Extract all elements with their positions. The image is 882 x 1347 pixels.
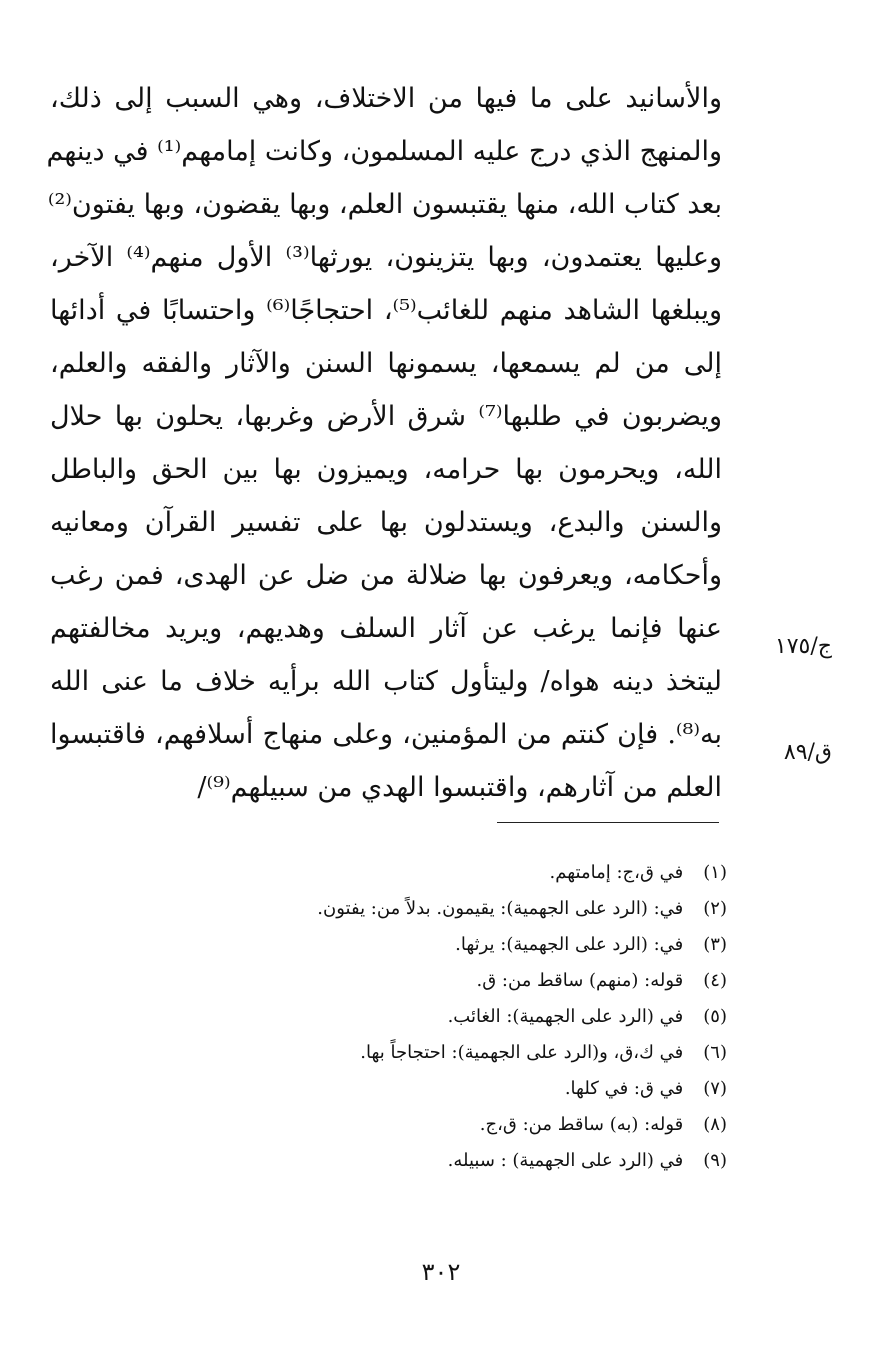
text-line: ليتخذ دينه هواه/ وليتأول كتاب الله برأيه خلاف ما عنى الله: [50, 666, 722, 697]
footnote-text: في: (الرد على الجهمية): يقيمون. بدلاً من: يفتون.: [317, 898, 684, 919]
footnotes-list: [127, 855, 727, 1179]
text-line: ويبلغها الشاهد منهم للغائب⁽⁵⁾، احتجاجًا⁽⁶⁾ واحتسابًا في أدائها: [50, 295, 723, 326]
footnote: [127, 963, 727, 999]
footnote-number: (٩): [703, 1150, 727, 1171]
margin-reference: ق/٨٩: [783, 740, 832, 765]
footnote-text: في: (الرد على الجهمية): يرثها.: [455, 934, 684, 955]
footnote-text: في ق،ج: إمامتهم.: [549, 862, 684, 883]
text-line: وعليها يعتمدون، وبها يتزينون، يورثها⁽³⁾ الأول منهم⁽⁴⁾ الآخر،: [50, 242, 723, 273]
footnote: [127, 1107, 727, 1143]
footnote-number: (٤): [703, 970, 727, 991]
footnote: [127, 927, 727, 963]
text-line: ويضربون في طلبها⁽⁷⁾ شرق الأرض وغربها، يحلون بها حلال: [50, 401, 722, 432]
footnote-number: (٣): [703, 934, 727, 955]
text-line: والمنهج الذي درج عليه المسلمون، وكانت إمامهم⁽¹⁾ في دينهم: [46, 136, 722, 167]
text-line: والسنن والبدع، ويستدلون بها على تفسير القرآن ومعانيه: [50, 507, 722, 538]
footnote-text: في (الرد على الجهمية) : سبيله.: [447, 1150, 684, 1171]
footnote-number: (١): [703, 862, 727, 883]
footnote-text: في (الرد على الجهمية): الغائب.: [447, 1006, 684, 1027]
text-line: العلم من آثارهم، واقتبسوا الهدي من سبيلهم⁽⁹⁾/: [197, 772, 722, 803]
footnote: [127, 855, 727, 891]
text-line: عنها فإنما يرغب عن آثار السلف وهديهم، ويريد مخالفتهم: [50, 613, 722, 644]
margin-reference: ج/١٧٥: [774, 634, 832, 659]
text-line: إلى من لم يسمعها، يسمونها السنن والآثار والفقه والعلم،: [50, 348, 722, 379]
footnote: [127, 891, 727, 927]
text-line: به⁽⁸⁾. فإن كنتم من المؤمنين، وعلى منهاج أسلافهم، فاقتبسوا: [50, 719, 722, 750]
footnote: [127, 1071, 727, 1107]
footnote-text: قوله: (منهم) ساقط من: ق.: [476, 970, 684, 991]
footnote-number: (٨): [703, 1114, 727, 1135]
footnote-number: (٦): [703, 1042, 727, 1063]
footnote-number: (٧): [703, 1078, 727, 1099]
text-line: والأسانيد على ما فيها من الاختلاف، وهي السبب إلى ذلك،: [50, 83, 722, 114]
footnote: [127, 1035, 727, 1071]
text-line: وأحكامه، ويعرفون بها ضلالة من ضل عن الهدى، فمن رغب: [50, 560, 722, 591]
footnote-text: قوله: (به) ساقط من: ق،ج.: [479, 1114, 684, 1135]
footnote-text: في ق: في كلها.: [564, 1078, 684, 1099]
footnote-number: (٥): [703, 1006, 727, 1027]
page-number: ٣٠٢: [421, 1258, 461, 1286]
text-line: الله، ويحرمون بها حرامه، ويميزون بها بين الحق والباطل: [50, 454, 722, 485]
footnote: [127, 999, 727, 1035]
main-text-block: [46, 72, 723, 814]
footnote: [127, 1143, 727, 1179]
footnote-text: في ك،ق، و(الرد على الجهمية): احتجاجاً بها.: [360, 1042, 684, 1063]
footnote-number: (٢): [703, 898, 727, 919]
footnote-divider: [497, 822, 719, 823]
text-line: بعد كتاب الله، منها يقتبسون العلم، وبها يقضون، وبها يفتون⁽²⁾: [47, 189, 722, 220]
